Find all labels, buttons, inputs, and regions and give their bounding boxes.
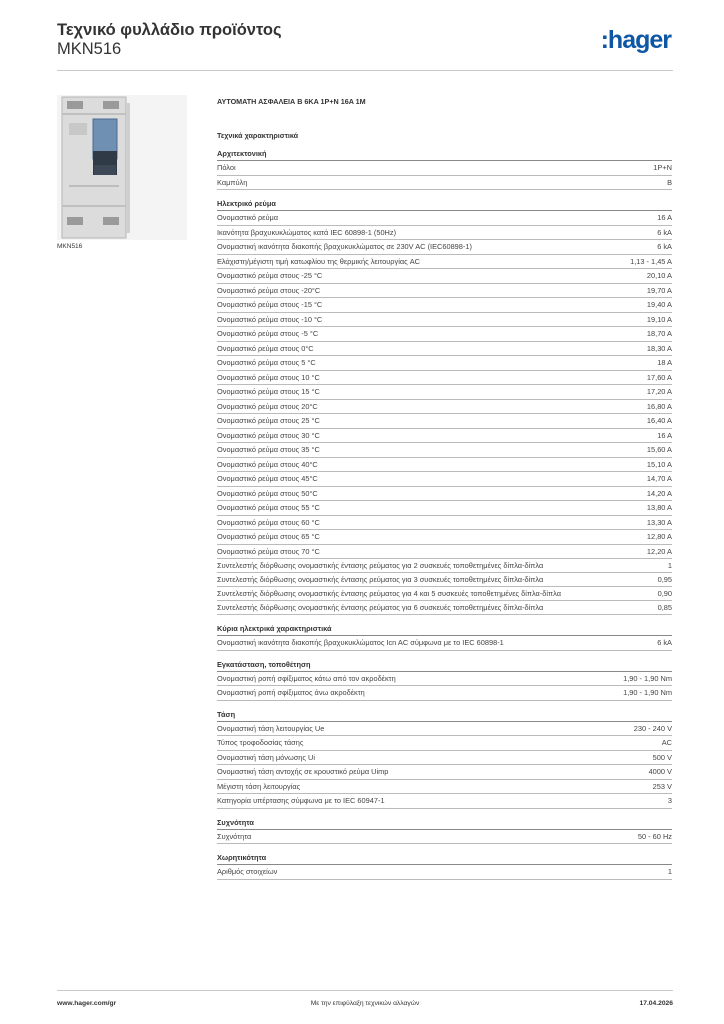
spec-label: Συντελεστής διόρθωσης ονομαστικής έντασης ρεύματος για 3 συσκευές τοποθετημένες δίπλα-δίπλα [217, 575, 544, 584]
spec-label: Αριθμός στοιχείων [217, 867, 278, 876]
spec-section [217, 852, 672, 880]
spec-label: Συντελεστής διόρθωσης ονομαστικής έντασης ρεύματος για 4 και 5 συσκευές τοποθετημένες δίπλα-δίπλα [217, 589, 561, 598]
spec-value: 17,20 A [646, 387, 672, 396]
spec-value: 15,60 A [646, 445, 672, 454]
breaker-icon [57, 95, 187, 240]
spec-value: 12,20 A [646, 546, 672, 556]
spec-row [217, 765, 672, 780]
spec-value: 50 - 60 Hz [637, 831, 672, 841]
spec-label: Ονομαστικό ρεύμα στους -25 °C [217, 271, 323, 280]
section-title: Συχνότητα [217, 817, 672, 830]
spec-row [217, 269, 672, 284]
spec-label: Ονομαστικό ρεύμα στους 50°C [217, 488, 318, 498]
spec-label: Ικανότητα βραχυκυκλώματος κατά IEC 60898-1 (50Hz) [217, 227, 397, 237]
spec-value: 18 A [657, 358, 672, 367]
spec-value: 13,80 A [646, 503, 672, 512]
specs-heading: Τεχνικά χαρακτηριστικά [217, 131, 299, 140]
spec-value: 18,70 A [646, 329, 672, 338]
spec-label: Ονομαστική ροπή σφίξιματος κάτω από τον ακροδέκτη [217, 673, 396, 683]
spec-value: 253 V [652, 781, 672, 791]
spec-label: Ονομαστικό ρεύμα στους 55 °C [217, 503, 320, 512]
spec-row [217, 226, 672, 241]
footer-date: 17.04.2026 [639, 1000, 673, 1007]
spec-row [217, 559, 672, 573]
spec-row [217, 686, 672, 701]
spec-row [217, 400, 672, 415]
spec-row [217, 161, 672, 176]
spec-label: Καμπύλη [217, 177, 248, 187]
spec-row [217, 587, 672, 601]
spec-label: Ονομαστικό ρεύμα στους 40°C [217, 459, 318, 469]
spec-row [217, 327, 672, 342]
spec-row [217, 830, 672, 845]
spec-label: Ονομαστικό ρεύμα στους 0°C [217, 343, 314, 353]
spec-value: 230 - 240 V [633, 723, 672, 733]
spec-label: Ονομαστική ροπή σφίξιματος άνω ακροδέκτη [217, 688, 365, 697]
spec-value: 1,90 - 1,90 Nm [623, 688, 672, 697]
spec-row [217, 472, 672, 487]
section-title: Ηλεκτρικό ρεύμα [217, 198, 672, 211]
header-divider [57, 70, 673, 71]
spec-label: Ονομαστικό ρεύμα [217, 213, 279, 222]
spec-label: Ονομαστικό ρεύμα στους -10 °C [217, 314, 323, 324]
spec-row [217, 342, 672, 357]
spec-label: Ονομαστικό ρεύμα στους 15 °C [217, 387, 320, 396]
product-title: ΑΥΤΟΜΑΤΗ ΑΣΦΑΛΕΙΑ Β 6KA 1P+N 16A 1M [217, 97, 366, 106]
spec-row [217, 414, 672, 429]
spec-label: Ονομαστικό ρεύμα στους 25 °C [217, 416, 320, 425]
spec-value: 0,90 [657, 589, 672, 598]
spec-row [217, 211, 672, 226]
page-header [57, 20, 673, 70]
spec-label: Ονομαστικό ρεύμα στους 30 °C [217, 430, 320, 440]
spec-label: Ελάχιστη/μέγιστη τιμή κατωφλίου της θερμικής λειτουργίας AC [217, 256, 420, 266]
spec-value: 1 [667, 561, 672, 570]
spec-value: 6 kA [657, 242, 672, 251]
spec-row [217, 487, 672, 502]
spec-row [217, 443, 672, 458]
section-title: Χωρητικότητα [217, 852, 672, 865]
product-code: MKN516 [57, 40, 122, 58]
spec-value: 16 A [657, 430, 672, 440]
spec-label: Πόλοι [217, 163, 236, 172]
spec-value: 0,95 [657, 575, 672, 584]
footer-notice: Με την επιφύλαξη τεχνικών αλλαγών [310, 1000, 420, 1007]
spec-row [217, 672, 672, 687]
spec-label: Ονομαστικό ρεύμα στους 45°C [217, 474, 318, 483]
spec-value: 1,90 - 1,90 Nm [623, 673, 672, 683]
spec-sections [217, 148, 672, 880]
spec-row [217, 356, 672, 371]
spec-value: AC [661, 738, 672, 747]
spec-label: Συχνότητα [217, 831, 252, 841]
spec-value: 6 kA [657, 638, 672, 647]
spec-value: 15,10 A [646, 459, 672, 469]
spec-value: 16,40 A [646, 416, 672, 425]
spec-row [217, 298, 672, 313]
spec-row [217, 794, 672, 809]
spec-value: 3 [667, 796, 672, 805]
spec-label: Ονομαστικό ρεύμα στους 20°C [217, 401, 318, 411]
spec-section [217, 623, 672, 651]
spec-label: Συντελεστής διόρθωσης ονομαστικής έντασης ρεύματος για 2 συσκευές τοποθετημένες δίπλα-δίπλα [217, 561, 544, 570]
spec-label: Ονομαστικό ρεύμα στους -20°C [217, 285, 321, 295]
spec-label: Ονομαστική τάση λειτουργίας Ue [217, 723, 325, 733]
spec-value: 1P+N [653, 163, 672, 172]
spec-row [217, 255, 672, 270]
spec-value: 12,80 A [646, 532, 672, 541]
spec-label: Κατηγορία υπέρτασης σύμφωνα με το IEC 60947-1 [217, 796, 385, 805]
spec-value: 14,70 A [646, 474, 672, 483]
spec-value: 16,80 A [646, 401, 672, 411]
spec-row [217, 573, 672, 587]
spec-value: 20,10 A [646, 271, 672, 280]
spec-value: 6 kA [657, 227, 672, 237]
document-title: Τεχνικό φυλλάδιο προϊόντος [57, 21, 282, 39]
spec-row [217, 530, 672, 545]
spec-value: 19,40 A [646, 300, 672, 309]
spec-row [217, 458, 672, 473]
spec-row [217, 722, 672, 737]
spec-value: 4000 V [648, 767, 672, 776]
spec-section [217, 198, 672, 615]
spec-row [217, 545, 672, 560]
spec-row [217, 865, 672, 880]
spec-label: Ονομαστικό ρεύμα στους 35 °C [217, 445, 320, 454]
section-title: Κύρια ηλεκτρικά χαρακτηριστικά [217, 623, 672, 636]
spec-value: 13,30 A [646, 517, 672, 527]
spec-row [217, 636, 672, 651]
spec-value: 0,85 [657, 603, 672, 612]
spec-label: Ονομαστικό ρεύμα στους 65 °C [217, 532, 320, 541]
spec-value: B [667, 177, 672, 187]
spec-row [217, 780, 672, 795]
spec-value: 18,30 A [646, 343, 672, 353]
spec-label: Μέγιστη τάση λειτουργίας [217, 781, 301, 791]
spec-row [217, 313, 672, 328]
section-title: Αρχιτεκτονική [217, 148, 672, 161]
spec-label: Ονομαστικό ρεύμα στους 10 °C [217, 372, 320, 382]
spec-row [217, 601, 672, 615]
spec-section [217, 817, 672, 845]
spec-row [217, 385, 672, 400]
spec-value: 17,60 A [646, 372, 672, 382]
spec-row [217, 240, 672, 255]
section-title: Εγκατάσταση, τοποθέτηση [217, 659, 672, 672]
spec-row [217, 736, 672, 751]
spec-value: 19,70 A [646, 285, 672, 295]
spec-section [217, 148, 672, 190]
spec-label: Ονομαστική τάση μόνωσης Ui [217, 752, 315, 762]
footer-divider [57, 990, 673, 991]
spec-row [217, 516, 672, 531]
image-caption: MKN516 [57, 243, 83, 250]
spec-value: 500 V [652, 752, 672, 762]
spec-row [217, 371, 672, 386]
spec-row [217, 284, 672, 299]
spec-row [217, 429, 672, 444]
spec-label: Ονομαστικό ρεύμα στους 70 °C [217, 546, 320, 556]
spec-content [217, 96, 672, 880]
spec-label: Συντελεστής διόρθωσης ονομαστικής έντασης ρεύματος για 6 συσκευές τοποθετημένες δίπλα-δίπλα [217, 603, 544, 612]
spec-label: Ονομαστική τάση αντοχής σε κρουστικό ρεύμα Uimp [217, 767, 389, 776]
section-title: Τάση [217, 709, 672, 722]
spec-label: Ονομαστικό ρεύμα στους 5 °C [217, 358, 316, 367]
spec-label: Ονομαστικό ρεύμα στους -5 °C [217, 329, 319, 338]
spec-value: 19,10 A [646, 314, 672, 324]
hager-logo[interactable]: :hager [600, 26, 671, 54]
spec-value: 1,13 - 1,45 A [630, 256, 672, 266]
spec-row [217, 751, 672, 766]
spec-label: Τύπος τροφοδοσίας τάσης [217, 738, 304, 747]
spec-label: Ονομαστικό ρεύμα στους -15 °C [217, 300, 323, 309]
spec-value: 16 A [657, 213, 672, 222]
product-image [57, 95, 187, 240]
spec-section [217, 659, 672, 701]
spec-value: 14,20 A [646, 488, 672, 498]
spec-label: Ονομαστική ικανότητα διακοπής βραχυκυκλώματος Icn AC σύμφωνα με το IEC 60898-1 [217, 638, 504, 647]
spec-value: 1 [667, 867, 672, 876]
spec-row [217, 501, 672, 516]
footer-website[interactable]: www.hager.com/gr [57, 1000, 117, 1007]
spec-row [217, 176, 672, 191]
spec-label: Ονομαστική ικανότητα διακοπής βραχυκυκλώματος σε 230V AC (IEC60898-1) [217, 242, 472, 251]
spec-label: Ονομαστικό ρεύμα στους 60 °C [217, 517, 320, 527]
spec-section [217, 709, 672, 809]
